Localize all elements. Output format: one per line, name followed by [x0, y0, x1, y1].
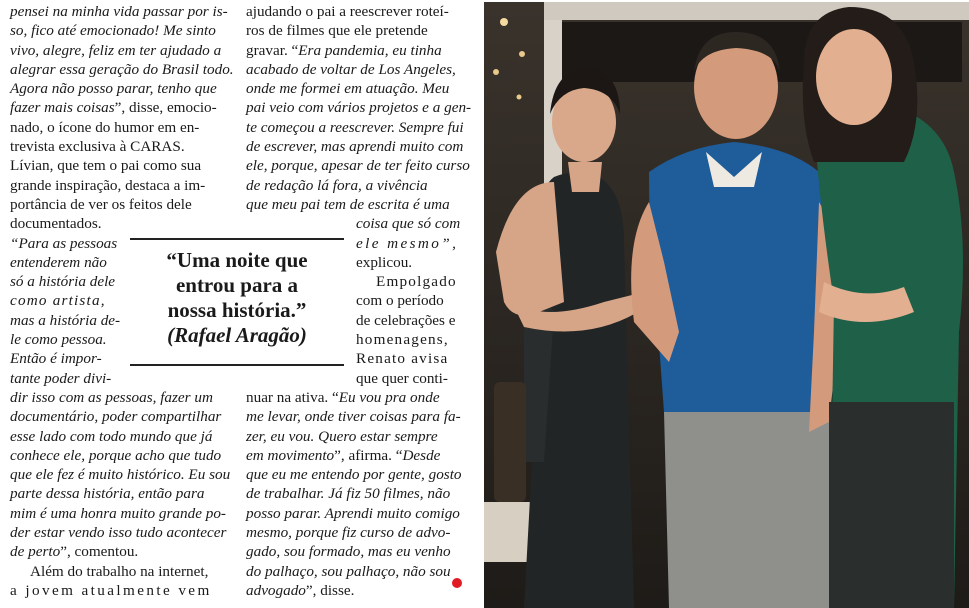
text-line: pensei na minha vida passar por is-: [10, 3, 228, 20]
pull-quote-line: nossa história.”: [167, 298, 307, 322]
text-line: pai veio com vários projetos e a gen-: [246, 99, 472, 117]
text-line: esse lado com todo mundo que já: [10, 427, 213, 445]
text-line: Renato avisa: [356, 350, 449, 368]
text-line: a jovem atualmente vem: [10, 581, 212, 599]
text-line: que quer conti-: [356, 369, 448, 387]
text-line: em movimento”, afirma. “Desde: [246, 446, 441, 464]
text-line: nuar na ativa. “Eu vou pra onde: [246, 388, 440, 406]
text-line: que meu pai tem de escrita é uma: [246, 195, 450, 213]
text-line: de perto”, comentou.: [10, 543, 139, 561]
pull-quote-attribution: (Rafael Aragão): [167, 323, 307, 347]
text-line: “Para as pessoas: [10, 234, 118, 252]
text-line: só a história dele: [10, 273, 116, 291]
text-line: explicou.: [356, 253, 413, 271]
text-line: posso parar. Aprendi muito comigo: [246, 504, 460, 522]
text-line: advogado”, disse.: [246, 581, 355, 599]
text-line: de trabalhar. Já fiz 50 filmes, não: [246, 485, 451, 503]
pull-quote-line: “Uma noite que: [166, 248, 308, 272]
text-line: que eu me entendo por gente, gosto: [246, 466, 462, 484]
text-line: acabado de voltar de Los Angeles,: [246, 60, 456, 78]
text-line: homenagens,: [356, 331, 449, 349]
text-line: de escrever, mas aprendi muito com: [246, 138, 464, 156]
text-line: de celebrações e: [356, 311, 456, 329]
text-line: com o período: [356, 292, 444, 310]
text-line: gado, sou formado, mas eu venho: [246, 543, 451, 561]
text-line: alegrar essa geração do Brasil todo.: [10, 60, 234, 78]
text-line: portância de ver os feitos dele: [10, 195, 192, 213]
text-line: documentados.: [10, 215, 102, 233]
text-line: vivo, alegre, feliz em ter ajudado a: [10, 41, 222, 59]
text-line: mas a história de-: [10, 311, 121, 329]
text-line: conhece ele, porque acho que tudo: [10, 446, 222, 464]
text-line: Agora não posso parar, tenho que: [10, 80, 217, 98]
text-line: documentário, poder compartilhar: [10, 408, 222, 426]
text-line: parte dessa história, então para: [10, 485, 205, 503]
text-line: so, fico até emocionado! Me sinto: [10, 22, 216, 40]
text-line: do palhaço, sou palhaço, não sou: [246, 562, 451, 580]
text-line: ele, porque, apesar de ter feito curso: [246, 157, 470, 175]
pull-quote: [130, 238, 344, 366]
text-line: der estar vendo isso tudo acontecer: [10, 524, 227, 542]
end-of-article-dot: [452, 578, 462, 588]
photo-illustration: [484, 2, 969, 608]
text-line: me levar, onde tiver coisas para fa-: [246, 408, 461, 426]
text-line: ajudando o pai a reescrever roteí-: [246, 3, 449, 20]
text-line: le como pessoa.: [10, 331, 107, 349]
text-line: gravar. “Era pandemia, eu tinha: [246, 41, 442, 59]
text-line: Lívian, que tem o pai como sua: [10, 157, 202, 175]
text-line: dir isso com as pessoas, fazer um: [10, 388, 213, 406]
text-line: te começou a reescrever. Sempre fui: [246, 118, 464, 136]
text-line: trevista exclusiva à CARAS.: [10, 138, 185, 156]
text-line: como artista,: [10, 292, 106, 310]
text-line: entenderem não: [10, 253, 107, 271]
text-line: de redação lá fora, a vivência: [246, 176, 428, 194]
text-line: mim é uma honra muito grande po-: [10, 504, 226, 522]
text-line: Empolgado: [376, 273, 457, 291]
text-line: zer, eu vou. Quero estar sempre: [246, 427, 438, 445]
text-line: Além do trabalho na internet,: [30, 562, 209, 580]
text-line: que ele fez é muito histórico. Eu sou: [10, 466, 231, 484]
text-line: onde me formei em atuação. Meu: [246, 80, 450, 98]
text-line: mesmo, porque fiz curso de advo-: [246, 524, 451, 542]
pull-quote-line: entrou para a: [175, 273, 299, 297]
text-line: grande inspiração, destaca a im-: [10, 176, 206, 194]
text-line: Então é impor-: [10, 350, 102, 368]
photo: [484, 2, 969, 608]
text-line: tante poder divi-: [10, 369, 112, 387]
text-line: nado, o ícone do humor em en-: [10, 118, 200, 136]
text-line: fazer mais coisas”, disse, emocio-: [10, 99, 217, 117]
text-line: ele mesmo”,: [356, 234, 459, 252]
text-line: coisa que só com: [356, 215, 461, 233]
text-line: ros de filmes que ele pretende: [246, 22, 428, 40]
